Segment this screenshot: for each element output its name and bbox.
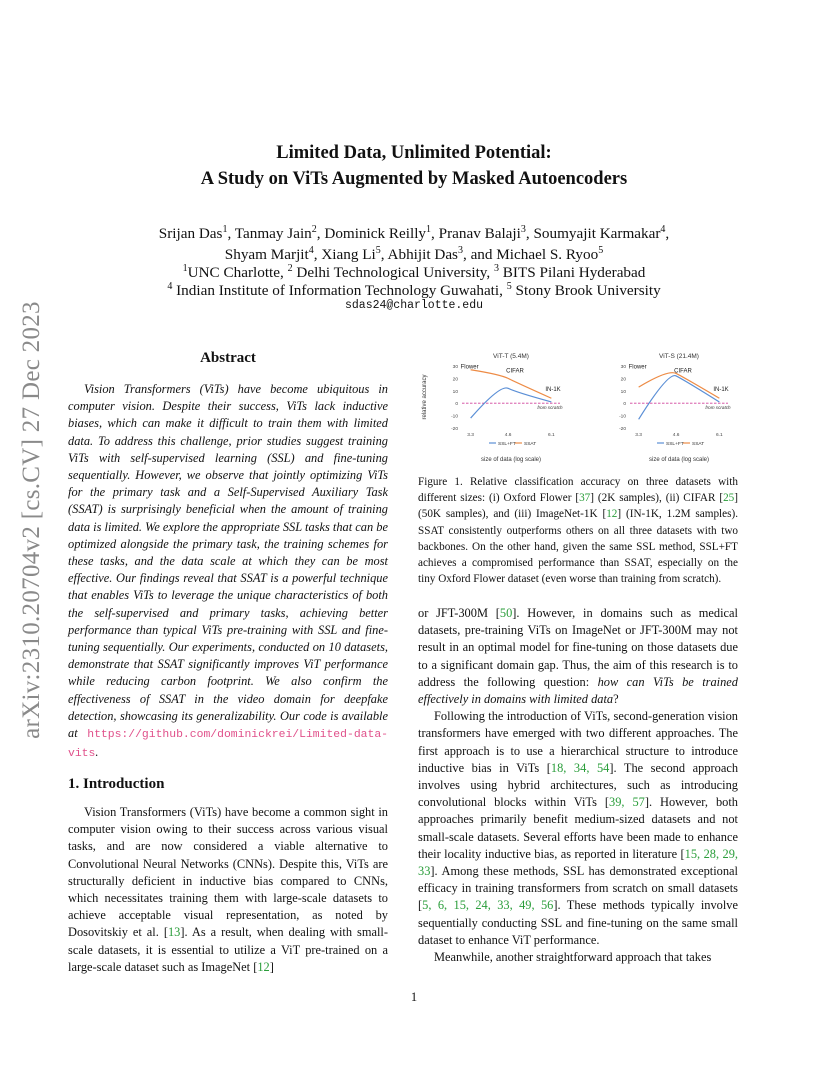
abstract-body: Vision Transformers (ViTs) have become ubiquitous in computer vision. Despite their success, ViTs lack inductive biases, which can make it difficult to train them with limited data. To address this challenge, prior studies suggest training ViTs with self-supervised learning (SSL) and fine-tuning sequentially. However, we observe that jointly optimizing ViTs for the primary task and a Self-Supervised Auxiliary Task (SSAT) is surprisingly beneficial when the amount of training data is limited. We explore the appropriate SSL tasks that can be optimized alongside the primary task, the training schemes for these tasks, and the data scale at which they can be most effective. Our findings reveal that SSAT is a powerful technique that enables ViTs to leverage the unique characteristics of both the self-supervised and primary tasks, achieving better performance than typical ViTs pre-training with SSL and fine-tuning sequentially. Our experiments, conducted on 10 datasets, demonstrate that SSAT significantly improves ViT performance while reducing carbon footprint. We also confirm the effectiveness of SSAT in the video domain for deepfake detection, showcasing its generalizability. Our code is available at https://github.com/dominickrei/Limited-data-vits.	[68, 382, 388, 761]
chart-title: ViT-T (5.4M)	[493, 353, 529, 360]
author-affiliation-mark: 2	[311, 224, 317, 235]
author-line-2: Shyam Marjit$^4$, Xiang Li$^5$, Abhijit Das$^3$, and Michael S. Ryoo$^5$	[224, 245, 604, 264]
y-tick-label: 0	[455, 402, 458, 408]
citation-link[interactable]: 5, 6, 15, 24, 33, 49, 56	[422, 898, 554, 913]
introduction-body: Vision Transformers (ViTs) have become a common sight in computer vision owing to their success across various visual tasks, and are now considered a viable alternative to Convolutional Neural Networks (CNNs). Despite this, ViTs are structurally deficient in inductive bias compared to CNNs, which necessitates training them with large-scale datasets to achieve acceptable visual representation, as noted by Dosovitskiy et al. [13]. As a result, when dealing with small-scale datasets, it is essential to utilize a ViT pre-trained on a large-scale dataset such as ImageNet [12]	[68, 805, 388, 974]
y-tick-label: 10	[620, 389, 626, 395]
legend-label: SSAT	[524, 442, 537, 447]
author-name: Shyam Marjit	[224, 246, 309, 264]
annotation-label: from scratch	[537, 405, 563, 411]
x-tick-label: 3.3	[635, 433, 642, 438]
annotation-label: IN-1K	[713, 386, 729, 393]
citation-link[interactable]: 15, 28, 29, 33	[418, 846, 738, 879]
author-name: Abhijit Das	[387, 246, 458, 264]
y-tick-label: -20	[451, 427, 458, 432]
figure-1-caption: Figure 1. Relative classification accuracy on three datasets with different sizes: (i) Oxford Flower [37] (2K samples), (ii) CIFAR [25] (50K samples), and (iii) ImageNet-1K [12] (IN-1K, 1.2M samples). SSAT consistently outperforms others on all three datasets with two backbones. On the other hand, given the same SSL method, SSL+FT achieves a compromised performance than SSAT, especially on the tiny Oxford Flower dataset (even worse than training from scratch).	[418, 476, 739, 586]
legend-label: SSAT	[692, 442, 705, 447]
x-axis-label: size of data (log scale)	[648, 457, 710, 463]
x-tick-label: 6.1	[716, 433, 723, 438]
y-tick-label: 30	[620, 365, 626, 370]
annotation-label: Flower	[628, 364, 647, 371]
citation-link[interactable]: 18, 34, 54	[550, 760, 610, 775]
author-name: Xiang Li	[321, 246, 376, 264]
figure-1-charts	[418, 348, 740, 468]
y-tick-label: -10	[451, 414, 458, 420]
citation-link[interactable]: 12	[606, 508, 618, 521]
author-affiliation-mark: 3	[520, 224, 526, 235]
x-tick-label: 3.3	[467, 433, 474, 438]
annotation-label: from scratch	[705, 405, 731, 411]
legend-label: SSL+FT	[498, 442, 516, 447]
annotation-label: IN-1K	[545, 386, 561, 393]
citation-link[interactable]: 37	[579, 492, 591, 505]
author-affiliation-mark: 1	[222, 224, 228, 235]
author-affiliation-mark: 5	[375, 245, 381, 256]
code-link[interactable]: https://github.com/dominickrei/Limited-data-vits	[68, 729, 388, 761]
affiliations-line-2: $^4$ Indian Institute of Information Technology Guwahati, $^5$ Stony Brook University	[167, 281, 661, 300]
legend-label: SSL+FT	[666, 442, 684, 447]
author-name: Pranav Balaji	[438, 225, 521, 243]
author-affiliation-mark: 5	[598, 245, 604, 256]
author-name: Michael S. Ryoo	[496, 246, 599, 264]
x-tick-label: 4.6	[504, 433, 512, 438]
author-name: Srijan Das	[158, 225, 223, 243]
y-tick-label: -10	[619, 414, 626, 420]
y-tick-label: 30	[452, 365, 458, 370]
affiliations-line-1: $^1$UNC Charlotte, $^2$ Delhi Technological University, $^3$ BITS Pilani Hyderabad	[182, 263, 646, 282]
y-tick-label: 20	[452, 377, 458, 383]
author-affiliation-mark: 3	[457, 245, 463, 256]
chart-title: ViT-S (21.4M)	[659, 353, 699, 360]
y-axis-label: relative accuracy	[422, 374, 428, 420]
paper-title-line2: A Study on ViTs Augmented by Masked Autoencoders	[200, 169, 628, 189]
author-line-1: Srijan Das$^1$, Tanmay Jain$^2$, Dominick Reilly$^1$, Pranav Balaji$^3$, Soumyajit Karmakar$^4$,	[158, 224, 670, 243]
series-line-ssl-ft	[639, 376, 720, 420]
citation-link[interactable]: 50	[499, 606, 513, 620]
author-affiliation-mark: 4	[660, 224, 666, 235]
paper-title-line1: Limited Data, Unlimited Potential:	[276, 143, 552, 163]
y-tick-label: 0	[623, 402, 626, 408]
y-tick-label: 20	[620, 377, 626, 383]
author-name: Dominick Reilly	[324, 225, 427, 243]
author-name: Soumyajit Karmakar	[533, 225, 661, 243]
citation-link[interactable]: 12	[257, 959, 270, 974]
page-number: 1	[410, 990, 418, 1004]
author-email: sdas24@charlotte.edu	[344, 299, 484, 312]
y-tick-label: -20	[619, 427, 626, 432]
x-axis-label: size of data (log scale)	[480, 457, 542, 463]
citation-link[interactable]: 25	[723, 492, 735, 505]
citation-link[interactable]: 39, 57	[609, 795, 645, 810]
arxiv-sidebar	[12, 280, 52, 760]
author-affiliation-mark: 1	[426, 224, 432, 235]
annotation-label: CIFAR	[674, 368, 692, 375]
author-name: Tanmay Jain	[234, 225, 312, 243]
arxiv-id: arXiv:2310.20704v2 [cs.CV] 27 Dec 2023	[18, 301, 45, 739]
annotation-label: Flower	[460, 364, 479, 371]
right-column-body: or JFT-300M [50]. However, in domains such as medical datasets, pre-training ViTs on ImageNet or JFT-300M may not result in an optimal model for fine-tuning on those datasets due to a significant domain gap. Thus, the aim of this research is to address the following question: how can ViTs be trained effectively in domains with limited data? Following the introduction of ViTs, second-generation vision transformers have emerged with two different approaches. The first approach is to use a hierarchical structure to introduce inductive bias in ViTs [18, 34, 54]. The second approach involves using hybrid architectures, such as introducing convolutional blocks within ViTs [39, 57]. However, both approaches primarily benefit medium-sized datasets and not small-scale datasets. Several efforts have been made to enhance their locality inductive bias, as reported in literature [15, 28, 29, 33]. Among these methods, SSL has demonstrated exceptional efficacy in training transformers from scratch on small datasets [5, 6, 15, 24, 33, 49, 56]. These methods typically involve sequentially conducting SSL and fine-tuning on the same small dataset to enhance ViT performance. Meanwhile, another straightforward approach that takes	[418, 606, 739, 965]
introduction-heading: 1. Introduction	[68, 776, 165, 792]
x-tick-label: 4.6	[672, 433, 680, 438]
abstract-heading: Abstract	[200, 350, 256, 366]
author-affiliation-mark: 4	[308, 245, 314, 256]
citation-link[interactable]: 13	[167, 925, 181, 940]
y-tick-label: 10	[452, 389, 458, 395]
annotation-label: CIFAR	[506, 368, 524, 375]
x-tick-label: 6.1	[548, 433, 555, 438]
